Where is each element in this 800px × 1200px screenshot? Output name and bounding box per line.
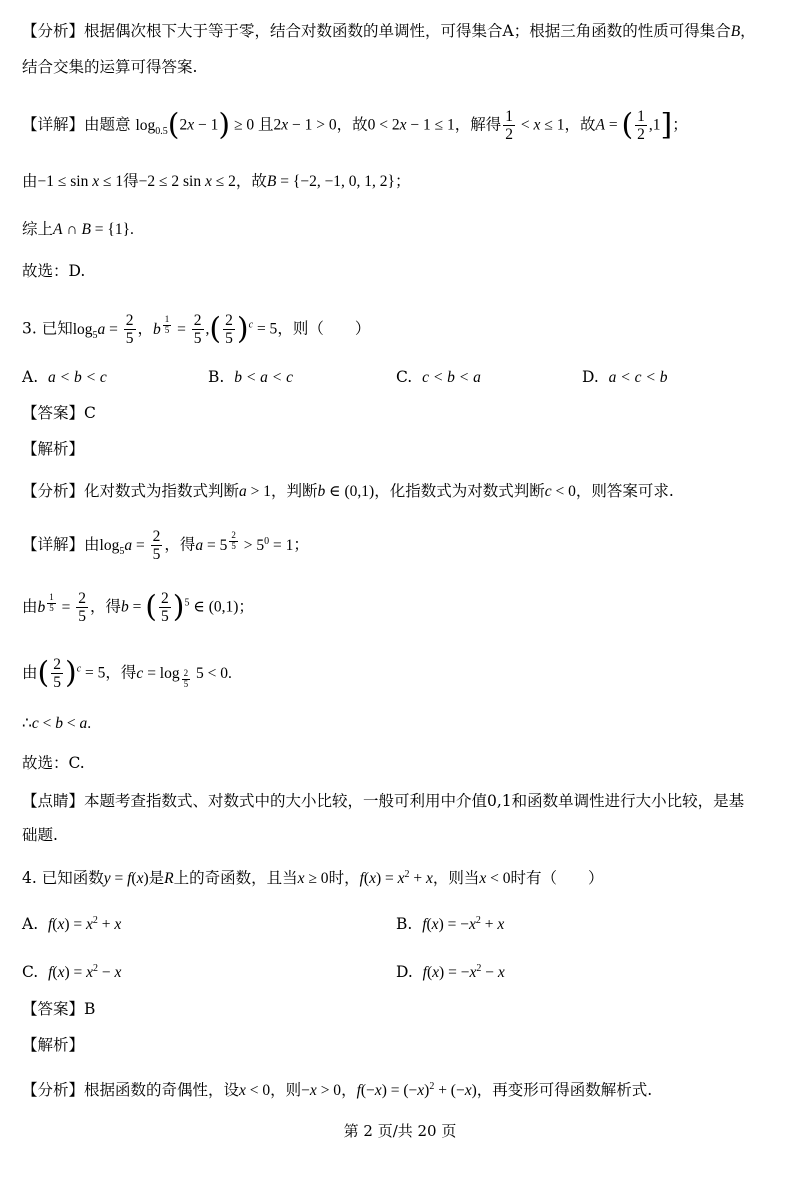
option-label: D.: [582, 368, 599, 386]
analysis-4-text: 【分析】根据函数的奇偶性，设: [22, 1081, 240, 1100]
frac-2-5: $\frac{2}{5}$: [53, 656, 61, 692]
math-y-fx: y = f(x): [103, 870, 149, 888]
analysis-1-text: 【分析】根据偶次根下大于等于零，结合对数函数的单调性，可得集合A；根据三角函数的性质可得集合: [22, 22, 731, 40]
analysis-4-text-d: ，再变形可得函数解析式.: [476, 1081, 653, 1100]
jiexi-4: [22, 1034, 778, 1056]
math-x-lt-0: x < 0: [239, 1082, 271, 1100]
q4-stem: 4. 已知函数: [22, 869, 104, 888]
paren: (: [167, 107, 180, 143]
and-text: 且: [257, 115, 274, 134]
choose-1-text: 故选：D.: [22, 262, 86, 280]
solve-text: ，解得: [454, 115, 502, 134]
exp-5: 5: [184, 597, 190, 609]
analysis-1-line-2: [22, 56, 778, 78]
so-text-2: ，故: [564, 115, 596, 134]
q4-option-d: [396, 958, 505, 984]
detail-1-line: [22, 108, 778, 143]
paren: (: [209, 311, 222, 347]
question-4: [22, 864, 778, 890]
frac-half-2: $\frac{1}{2}$: [637, 108, 645, 144]
choose-1: [22, 260, 778, 282]
option-expr: a < b < c: [47, 369, 107, 386]
therefore-line: [22, 712, 778, 735]
comment-3-line-1: [22, 790, 778, 812]
jiexi-3-text: 【解析】: [22, 440, 85, 458]
option-expr: $f(x) = x^2 - x$: [48, 963, 122, 982]
q4-end: 时有（ ）: [510, 869, 604, 888]
jiexi-4-text: 【解析】: [22, 1036, 85, 1054]
frac-2-5: $\frac{2}{5}$: [161, 590, 169, 626]
math-x-range: < x ≤ 1: [517, 116, 565, 134]
set-b-line: [22, 170, 778, 193]
math-order: c < b < a.: [31, 715, 92, 732]
frac-2-5: $\frac{2}{5}$: [193, 312, 202, 348]
analysis-3-text: 【分析】化对数式为指数式判断: [22, 482, 240, 500]
math-b-pow: b $^{\frac{1}{5}}$ =: [153, 313, 190, 338]
analysis-4-text-b: ，则: [270, 1081, 302, 1100]
get-text: ，得: [90, 597, 122, 616]
option-label: B.: [208, 368, 225, 386]
math-fx-def: $f(x) = x^2 + x$: [359, 869, 433, 888]
semicolon: ；: [672, 115, 688, 134]
math-r: R: [164, 870, 174, 888]
math-in-01: ∈ (0,1): [189, 598, 239, 616]
math-a-value: a = 5 $^{\frac{2}{5}}$ > $5^0 = 1$: [195, 529, 294, 554]
math-intersection: A ∩ B = {1}.: [53, 221, 134, 238]
math-set-a: A =: [595, 116, 622, 134]
semicolon: ；: [293, 535, 309, 554]
q4-option-b: [396, 910, 504, 936]
analysis-3-text-d: ，则答案可求.: [575, 482, 674, 500]
option-label: B.: [396, 915, 413, 934]
paren: ): [172, 589, 185, 625]
analysis-3-text-c: ，化指数式为对数式判断: [374, 482, 545, 500]
you-text: 由: [22, 597, 38, 616]
exp-c: c: [248, 319, 254, 331]
math-b-in: b ∈ (0,1): [317, 483, 375, 500]
option-expr: $f(x) = -x^2 - x$: [422, 963, 505, 982]
math-cond: 2x − 1 > 0: [273, 116, 337, 134]
de-text: 得: [123, 172, 139, 190]
analysis-3: [22, 480, 778, 503]
shi-text: 是: [148, 869, 165, 888]
answer-3: [22, 402, 778, 424]
answer-4-text: 【答案】B: [22, 1000, 96, 1018]
math-x-lt-0: x < 0: [479, 870, 511, 888]
math-range: 0 < 2x − 1 ≤ 1: [367, 116, 455, 134]
option-expr: $f(x) = -x^2 + x$: [422, 915, 505, 934]
q3-then: ，则（ ）: [277, 319, 371, 338]
math-log5a: $\log_5a$ =: [99, 536, 149, 557]
frac-half: $\frac{1}{2}$: [505, 108, 514, 144]
math-log: $\log_{0.5}$: [135, 116, 168, 137]
then-text: ，则当: [432, 869, 480, 888]
option-label: A.: [22, 368, 39, 386]
math-geq: ≥ 0: [230, 116, 258, 134]
math-c-log: c = log $_{\frac{2}{5}}$ 5 < 0.: [136, 664, 232, 689]
option-expr: b < a < c: [234, 369, 293, 386]
math-neg-x: −x > 0: [301, 1082, 342, 1100]
comma: ,: [205, 320, 210, 338]
bracket: ]: [660, 107, 673, 143]
semicolon: ；: [395, 172, 411, 190]
option-label: D.: [396, 963, 413, 982]
comment-3-text-2: 础题.: [22, 826, 58, 844]
exp-c: c: [76, 663, 82, 675]
frac-2-5: $\frac{2}{5}$: [125, 312, 134, 348]
therefore-symbol: ∴: [22, 714, 32, 732]
choose-3-text: 故选：C.: [22, 754, 85, 772]
math-log5a: $\log_5a$ =: [72, 320, 122, 341]
detail-3-label: 【详解】由: [22, 535, 100, 554]
math-one: ,1: [648, 116, 661, 134]
analysis-3-text-b: ，判断: [271, 482, 318, 500]
detail-3-line-2: [22, 590, 778, 625]
paren: ): [218, 107, 231, 143]
answer-3-text: 【答案】C: [22, 404, 96, 422]
q3-option-c: [396, 366, 481, 389]
math-a-gt-1: a > 1: [239, 483, 272, 500]
question-3: [22, 312, 778, 347]
page-footer: 第 2 页/共 20 页: [343, 1122, 457, 1140]
answer-4: [22, 998, 778, 1020]
paren: (: [621, 107, 634, 143]
math-set-b: B = {−2, −1, 0, 1, 2}: [266, 173, 395, 190]
q3-option-a: [22, 366, 107, 389]
comma: ，: [740, 22, 756, 40]
so-text: ，故: [336, 115, 368, 134]
math-f-neg-x: $f(-x) = (-x)^2 + (-x)$: [356, 1081, 477, 1100]
comma: ，: [341, 1081, 357, 1100]
math-2sin-range: −2 ≤ 2 sin x ≤ 2: [138, 173, 236, 190]
math-c-lt-0: c < 0: [544, 483, 576, 500]
option-expr: a < c < b: [608, 369, 668, 386]
option-label: C.: [396, 368, 413, 386]
q4-option-a: [22, 910, 121, 936]
choose-3: [22, 752, 778, 774]
detail-3-line-1: [22, 528, 778, 563]
q3-option-d: [582, 366, 667, 389]
summary-text: 综上: [22, 220, 54, 238]
so-text: ，故: [235, 172, 267, 190]
option-expr: $f(x) = x^2 + x$: [47, 915, 122, 934]
frac-2-5: $\frac{2}{5}$: [152, 528, 161, 564]
detail-3-line-3: [22, 656, 778, 691]
math-eq5: = 5: [81, 664, 106, 682]
frac-2-5: $\frac{2}{5}$: [78, 590, 87, 626]
q4-option-c: [22, 958, 121, 984]
math-b-pow: b $^{\frac{1}{5}}$ =: [37, 591, 75, 616]
get-text: ，得: [105, 663, 137, 682]
q3-stem: 3. 已知: [22, 319, 73, 338]
math-expr: 2x − 1: [179, 116, 219, 134]
var-b: B: [730, 23, 741, 40]
get-text: ，得: [164, 535, 196, 554]
detail-1-label: 【详解】由题意: [22, 115, 131, 134]
math-b-eq: b =: [121, 598, 146, 616]
q3-option-b: [208, 366, 293, 389]
jiexi-3: [22, 438, 778, 460]
comment-3-line-2: [22, 824, 778, 846]
paren: (: [37, 655, 50, 691]
analysis-1-line-1: [22, 20, 778, 43]
semicolon: ；: [238, 597, 254, 616]
analysis-1-text-2: 结合交集的运算可得答案.: [22, 58, 198, 76]
odd-text: 上的奇函数，且当: [173, 869, 298, 888]
math-sin-range: −1 ≤ sin x ≤ 1: [37, 173, 124, 190]
you-text: 由: [22, 663, 38, 682]
paren: ): [64, 655, 77, 691]
summary-line: [22, 218, 778, 241]
paren: (: [145, 589, 157, 625]
frac-2-5: $\frac{2}{5}$: [225, 312, 233, 348]
option-label: A.: [22, 915, 39, 934]
math-x-geq-0: x ≥ 0: [297, 870, 329, 888]
when-text: 时，: [328, 869, 360, 888]
analysis-4: [22, 1076, 778, 1102]
comma: ，: [137, 320, 154, 338]
you-text: 由: [22, 172, 38, 190]
comment-3-text: 【点睛】本题考查指数式、对数式中的大小比较，一般可利用中介值0,1和函数单调性进行大小比较，是基: [22, 792, 745, 810]
option-label: C.: [22, 963, 39, 982]
math-eq5: = 5: [253, 320, 278, 338]
option-expr: c < b < a: [422, 369, 481, 386]
paren: ): [236, 311, 249, 347]
